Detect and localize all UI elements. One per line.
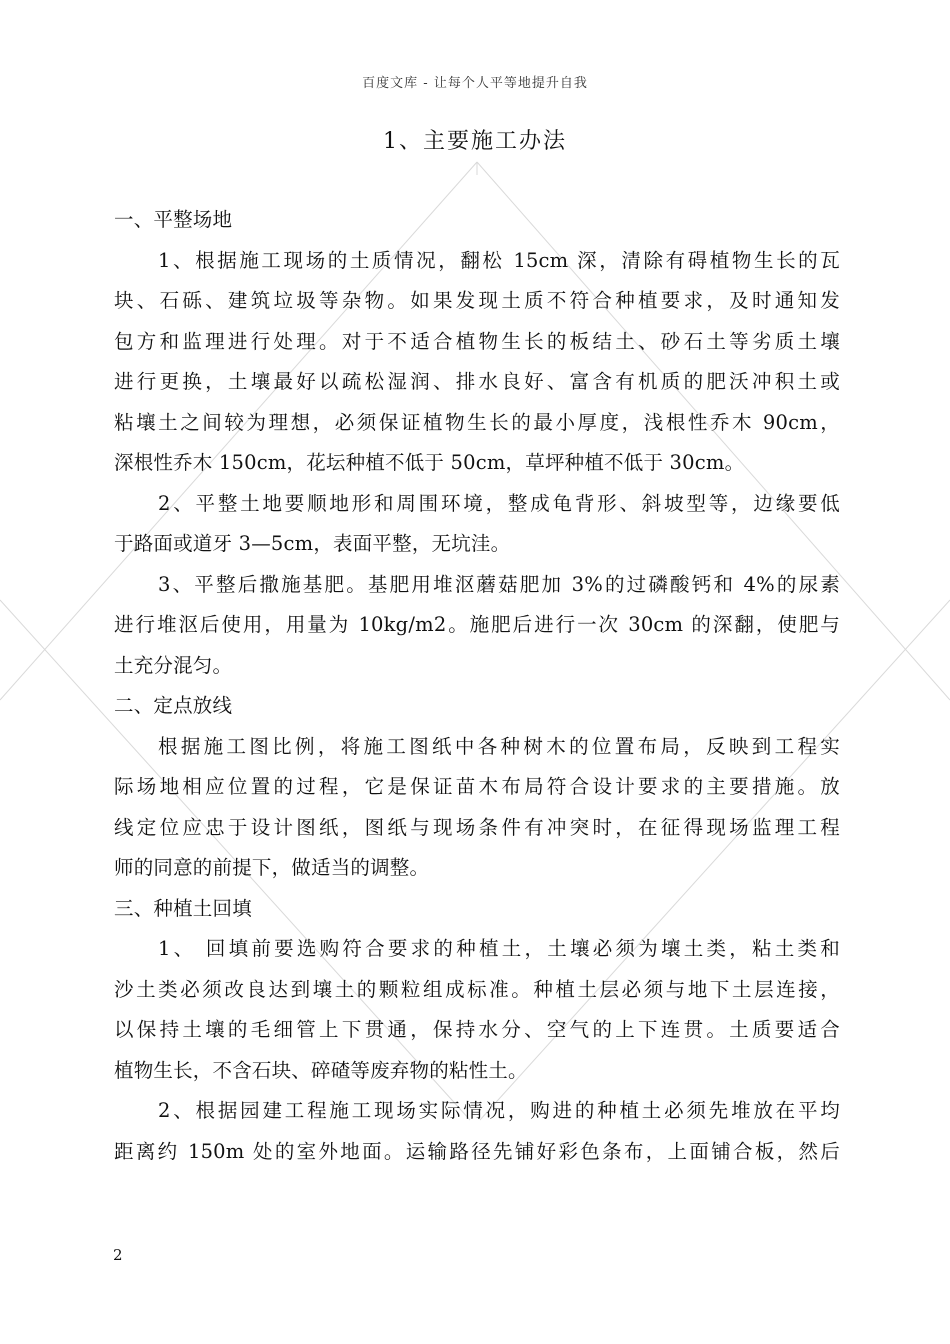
paragraph-line: 块、石砾、建筑垃圾等杂物。如果发现土质不符合种植要求，及时通知发 [114, 289, 840, 312]
section-heading: 三、种植土回填 [114, 896, 252, 920]
paragraph-line: 包方和监理进行处理。对于不适合植物生长的板结土、砂石土等劣质土壤 [114, 329, 840, 353]
paragraph-line: 以保持土壤的毛细管上下贯通，保持水分、空气的上下连贯。土质要适合 [114, 1018, 840, 1041]
paragraph-line: 1、 回填前要选购符合要求的种植土，土壤必须为壤土类，粘土类和 [158, 937, 840, 960]
paragraph-line: 进行堆沤后使用，用量为 10kg/m2。施肥后进行一次 30cm 的深翻，使肥与 [114, 613, 840, 636]
paragraph-line: 根据施工图比例，将施工图纸中各种树木的位置布局，反映到工程实 [158, 734, 840, 758]
paragraph-line: 线定位应忠于设计图纸，图纸与现场条件有冲突时，在征得现场监理工程 [114, 815, 840, 839]
paragraph-line: 沙土类必须改良达到壤土的颗粒组成标准。种植土层必须与地下土层连接， [114, 977, 840, 1001]
paragraph-line: 进行更换，土壤最好以疏松湿润、排水良好、富含有机质的肥沃冲积土或 [114, 370, 840, 393]
section-heading: 一、平整场地 [114, 208, 233, 231]
paragraph-line: 3、平整后撒施基肥。基肥用堆沤蘑菇肥加 3%的过磷酸钙和 4%的尿素 [158, 572, 840, 596]
paragraph-line: 际场地相应位置的过程，它是保证苗木布局符合设计要求的主要措施。放 [114, 775, 840, 798]
paragraph-line: 植物生长，不含石块、碎碴等废弃物的粘性土。 [114, 1058, 528, 1082]
section-heading: 二、定点放线 [114, 694, 233, 717]
paragraph-line: 1、根据施工现场的土质情况，翻松 15cm 深，清除有碍植物生长的瓦 [158, 248, 840, 272]
document-title: 1、主要施工办法 [383, 129, 567, 154]
document-body [114, 200, 840, 1172]
paragraph-line: 2、平整土地要顺地形和周围环境，整成龟背形、斜坡型等，边缘要低 [158, 491, 840, 515]
page-header: 百度文库 - 让每个人平等地提升自我 [362, 76, 588, 91]
paragraph-line: 土充分混匀。 [114, 653, 233, 677]
paragraph-line: 距离约 150m 处的室外地面。运输路径先铺好彩色条布，上面铺合板，然后 [114, 1139, 840, 1163]
paragraph-line: 师的同意的前提下，做适当的调整。 [114, 856, 430, 879]
paragraph-line: 深根性乔木 150cm，花坛种植不低于 50cm，草坪种植不低于 30cm。 [114, 451, 745, 474]
paragraph-line: 于路面或道牙 3—5cm，表面平整，无坑洼。 [114, 532, 511, 555]
paragraph-line: 粘壤土之间较为理想，必须保证植物生长的最小厚度，浅根性乔木 90cm， [114, 410, 840, 434]
paragraph-line: 2、根据园建工程施工现场实际情况，购进的种植土必须先堆放在平均 [158, 1099, 840, 1122]
page-number: 2 [113, 1246, 123, 1264]
